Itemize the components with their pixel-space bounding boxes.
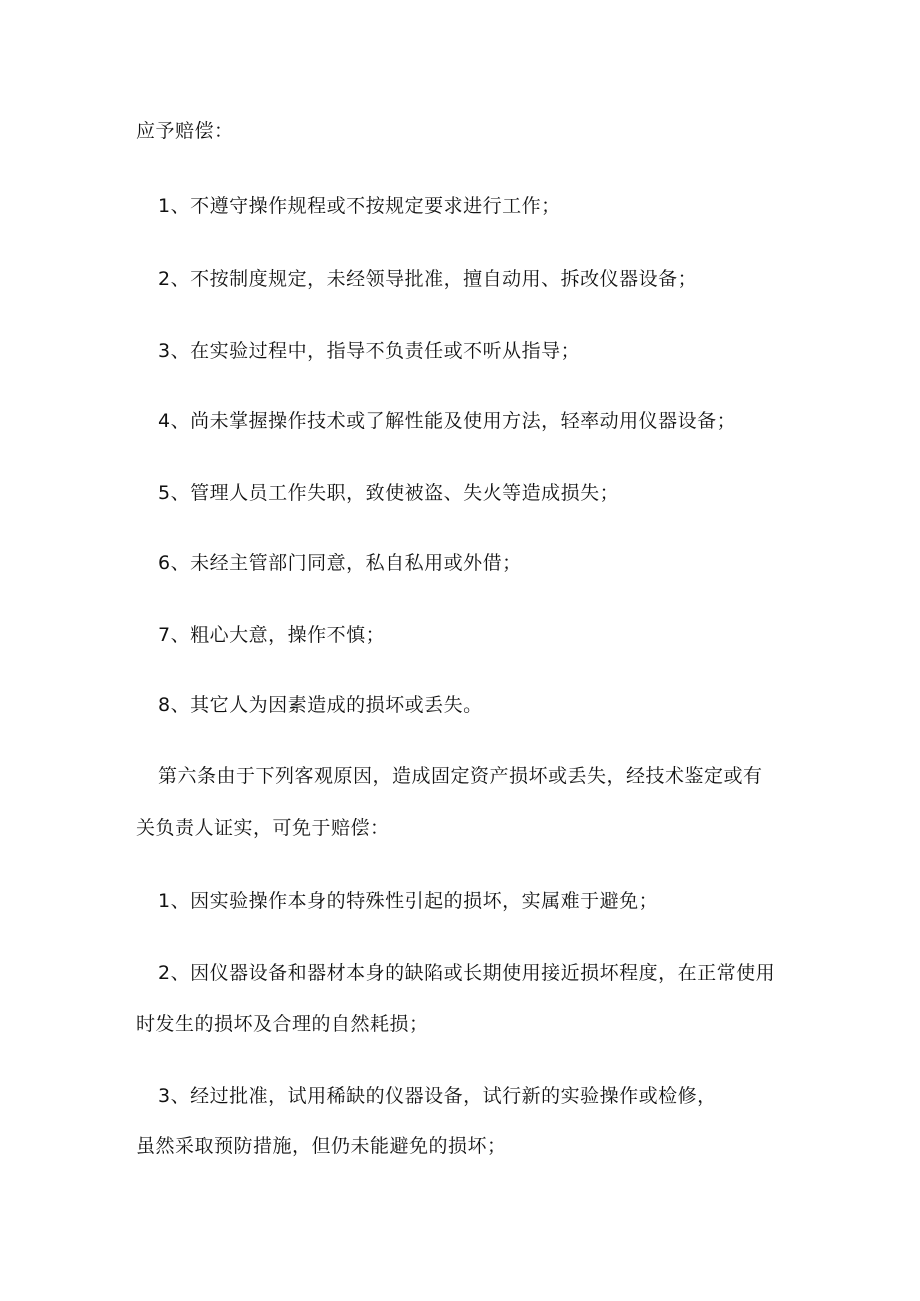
list-item-8: 8、其它人为因素造成的损坏或丢失。: [158, 694, 483, 716]
exempt-item-3-line-2: 虽然采取预防措施，但仍未能避免的损坏；: [136, 1135, 507, 1157]
article-six-line-1: 第六条由于下列客观原因，造成固定资产损坏或丢失，经技术鉴定或有: [158, 765, 763, 787]
list-item-3: 3、在实验过程中，指导不负责任或不听从指导；: [158, 340, 581, 362]
article-six-line-2: 关负责人证实，可免于赔偿：: [136, 817, 390, 839]
exempt-item-1: 1、因实验操作本身的特殊性引起的损坏，实属难于避免；: [158, 890, 659, 912]
exempt-item-2-line-1: 2、因仪器设备和器材本身的缺陷或长期使用接近损坏程度，在正常使用: [158, 962, 776, 984]
list-item-7: 7、粗心大意，操作不慎；: [158, 624, 386, 646]
exempt-item-2-line-2: 时发生的损坏及合理的自然耗损；: [136, 1013, 429, 1035]
exempt-item-3-line-1: 3、经过批准，试用稀缺的仪器设备，试行新的实验操作或检修，: [158, 1085, 717, 1107]
list-item-6: 6、未经主管部门同意，私自私用或外借；: [158, 552, 522, 574]
text-line-intro: 应予赔偿：: [136, 120, 234, 142]
list-item-1: 1、不遵守操作规程或不按规定要求进行工作；: [158, 195, 561, 217]
list-item-2: 2、不按制度规定，未经领导批准，擅自动用、拆改仪器设备；: [158, 268, 698, 290]
list-item-4: 4、尚未掌握操作技术或了解性能及使用方法，轻率动用仪器设备；: [158, 410, 737, 432]
list-item-5: 5、管理人员工作失职，致使被盗、失火等造成损失；: [158, 482, 620, 504]
